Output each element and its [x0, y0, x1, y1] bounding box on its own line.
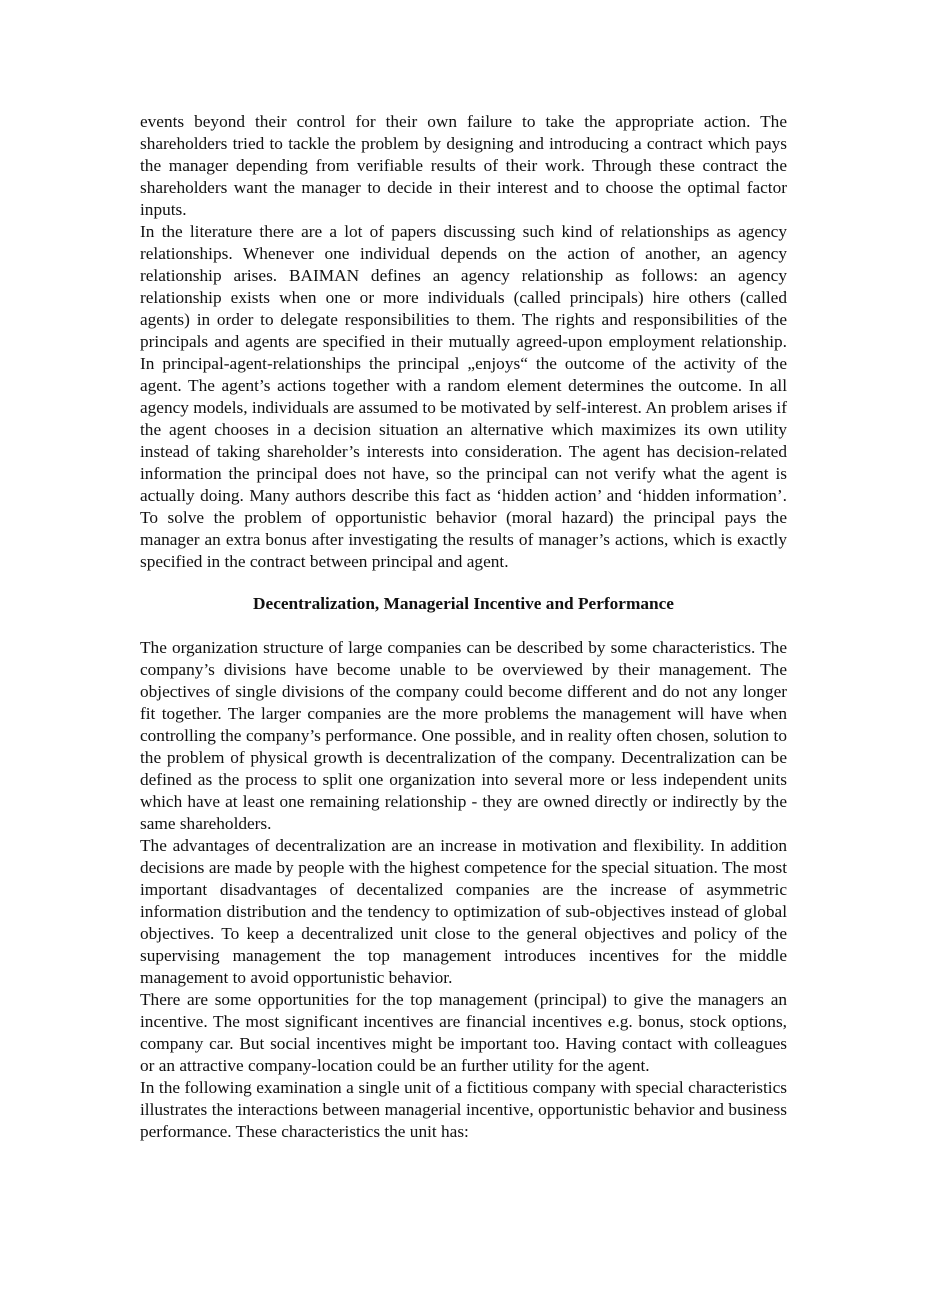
paragraph-hidden-action-intro: events beyond their control for their own failure to take the appropriate action. The shareholders tried to tackle the problem by designing and introducing a contract which pays the manager depending from verifiable results of their work. Through these contract the shareholders want the manager to decide in their interest and to choose the optimal factor inputs.: [140, 112, 787, 219]
paragraph-decentralization-advantages: The advantages of decentralization are an increase in motivation and flexibility. In addition decisions are made by people with the highest competence for the special situation. The most important disadvantages of decentalized companies are the increase of asymmetric information distribution and the tendency to optimization of sub-objectives instead of global objectives. To keep a decentralized unit close to the general objectives and policy of the supervising management the top management introduces incentives for the middle management to avoid opportunistic behavior.: [140, 836, 787, 987]
paragraph-examination-intro: In the following examination a single unit of a fictitious company with special characteristics illustrates the interactions between managerial incentive, opportunistic behavior and business performance. These characteristics the unit has:: [140, 1078, 787, 1141]
document-page: [140, 111, 787, 1143]
paragraph-organization-structure: The organization structure of large companies can be described by some characteristics. The company’s divisions have become unable to be overviewed by their management. The objectives of single divisions of the company could become different and do not any longer fit together. The larger companies are the more problems the management will have when controlling the company’s performance. One possible, and in reality often chosen, solution to the problem of physical growth is decentralization of the company. Decentralization can be defined as the process to split one organization into several more or less independent units which have at least one remaining relationship - they are owned directly or indirectly by the same shareholders.: [140, 638, 787, 833]
paragraph-incentive-opportunities: There are some opportunities for the top management (principal) to give the managers an incentive. The most significant incentives are financial incentives e.g. bonus, stock options, company car. But social incentives might be important too. Having contact with colleagues or an attractive company-location could be an further utility for the agent.: [140, 990, 787, 1075]
section-heading: Decentralization, Managerial Incentive and Performance: [253, 594, 674, 613]
paragraph-agency-relationships: In the literature there are a lot of papers discussing such kind of relationships as agency relationships. Whenever one individual depends on the action of another, an agency relationship arises. BAIMAN defines an agency relationship as follows: an agency relationship exists when one or more individuals (called principals) hire others (called agents) in order to delegate responsibilities to them. The rights and responsibilities of the principals and agents are specified in their mutually agreed-upon employment relationship. In principal-agent-relationships the principal „enjoys“ the outcome of the activity of the agent. The agent’s actions together with a random element determines the outcome. In all agency models, individuals are assumed to be motivated by self-interest. An problem arises if the agent chooses in a decision situation an alternative which maximizes its own utility instead of taking shareholder’s interests into consideration. The agent has decision-related information the principal does not have, so the principal can not verify what the agent is actually doing. Many authors describe this fact as ‘hidden action’ and ‘hidden information’. To solve the problem of opportunistic behavior (moral hazard) the principal pays the manager an extra bonus after investigating the results of manager’s actions, which is exactly specified in the contract between principal and agent.: [140, 222, 787, 571]
